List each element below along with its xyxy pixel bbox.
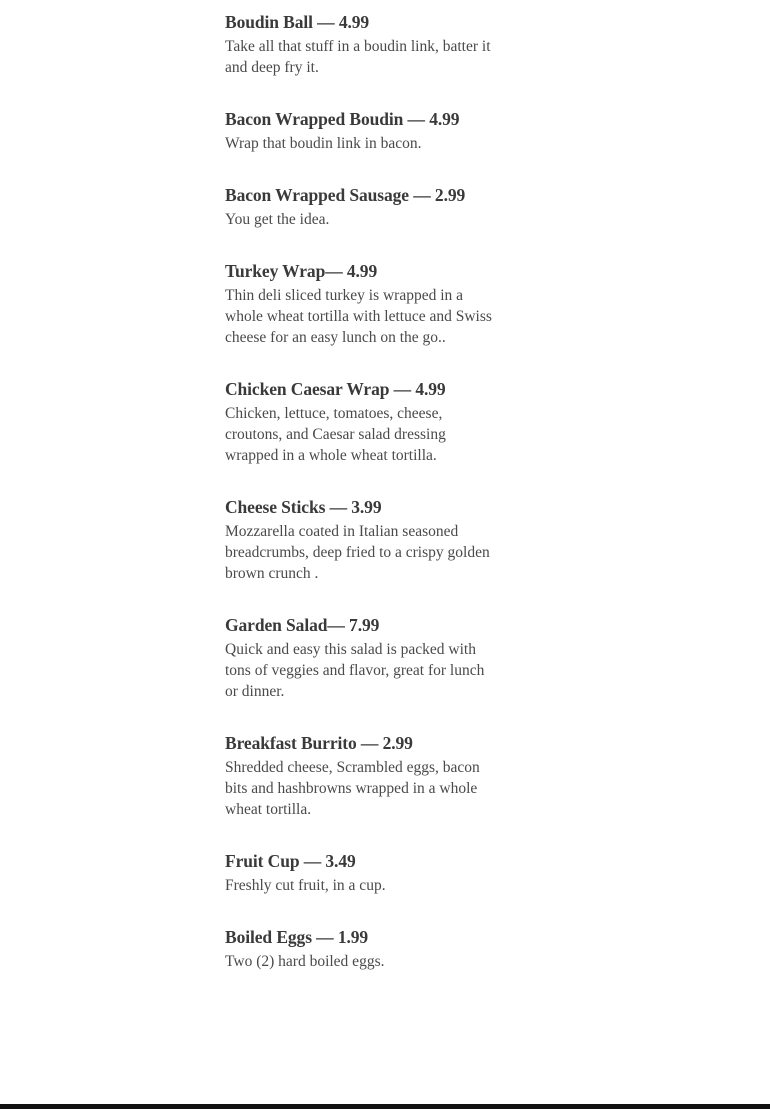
item-title: Garden Salad— 7.99 <box>225 615 380 635</box>
item-description: Two (2) hard boiled eggs. <box>225 953 385 970</box>
item-title: Bacon Wrapped Boudin — 4.99 <box>225 109 460 129</box>
menu-item-cheese-sticks <box>225 495 500 584</box>
item-description: Quick and easy this salad is packed with tons of veggies and flavor, great for lunch or dinner. <box>225 641 485 700</box>
item-description: Freshly cut fruit, in a cup. <box>225 877 386 894</box>
item-description: Chicken, lettuce, tomatoes, cheese, croutons, and Caesar salad dressing wrapped in a whole wheat tortilla. <box>225 405 446 464</box>
item-title: Fruit Cup — 3.49 <box>225 851 356 871</box>
item-description: Mozzarella coated in Italian seasoned breadcrumbs, deep fried to a crispy golden brown crunch . <box>225 523 490 582</box>
menu-item-bacon-wrapped-sausage <box>225 183 500 230</box>
menu-item-garden-salad <box>225 613 500 702</box>
item-description: Take all that stuff in a boudin link, batter it and deep fry it. <box>225 38 491 76</box>
item-title: Breakfast Burrito — 2.99 <box>225 733 413 753</box>
item-title: Boiled Eggs — 1.99 <box>225 927 369 947</box>
menu-item-bacon-wrapped-boudin <box>225 107 500 154</box>
menu-item-chicken-caesar-wrap <box>225 377 500 466</box>
menu-item-boiled-eggs <box>225 925 500 972</box>
item-title: Turkey Wrap— 4.99 <box>225 261 378 281</box>
menu-item-breakfast-burrito <box>225 731 500 820</box>
item-title: Cheese Sticks — 3.99 <box>225 497 382 517</box>
menu-item-turkey-wrap <box>225 259 500 348</box>
bottom-divider-bar <box>0 1104 770 1109</box>
item-title: Chicken Caesar Wrap — 4.99 <box>225 379 446 399</box>
menu-item-boudin-ball <box>225 10 500 78</box>
menu-list <box>225 10 500 1001</box>
menu-item-fruit-cup <box>225 849 500 896</box>
item-title: Bacon Wrapped Sausage — 2.99 <box>225 185 466 205</box>
item-title: Boudin Ball — 4.99 <box>225 12 370 32</box>
item-description: Wrap that boudin link in bacon. <box>225 135 422 152</box>
item-description: Shredded cheese, Scrambled eggs, bacon bits and hashbrowns wrapped in a whole wheat tortilla. <box>225 759 480 818</box>
item-description: You get the idea. <box>225 211 330 228</box>
item-description: Thin deli sliced turkey is wrapped in a whole wheat tortilla with lettuce and Swiss cheese for an easy lunch on the go.. <box>225 287 492 346</box>
